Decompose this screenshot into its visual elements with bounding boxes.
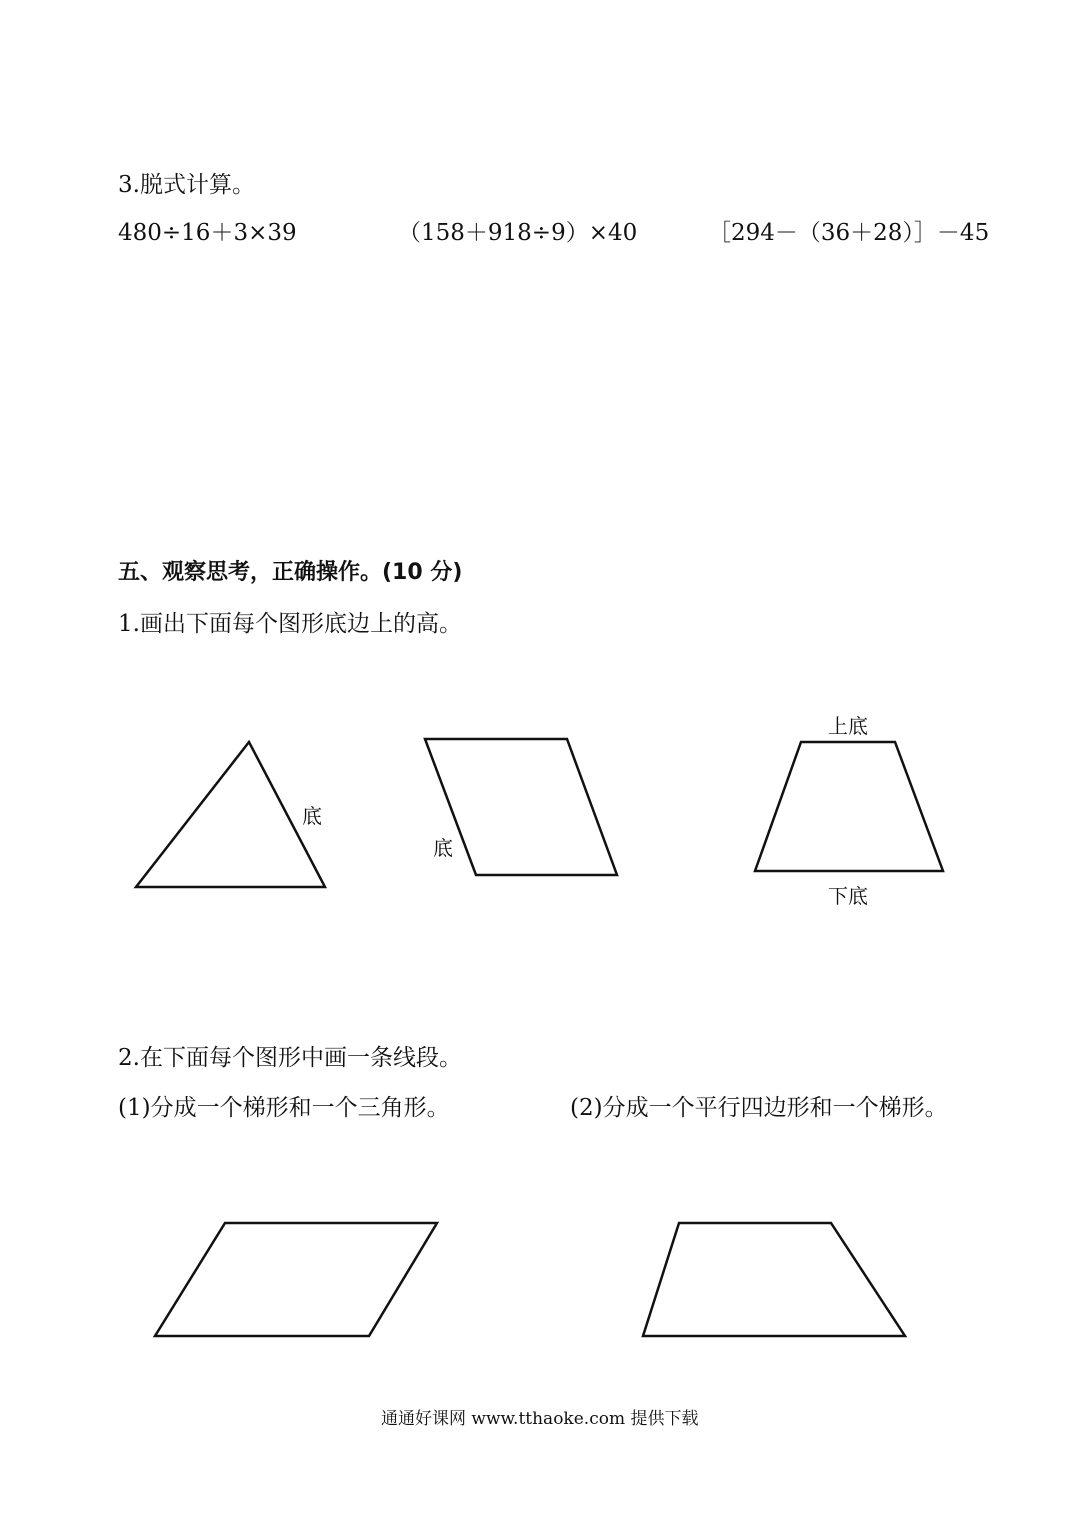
trapezoid-top-base-label: 上底 xyxy=(828,714,868,738)
triangle-base-label: 底 xyxy=(302,804,322,828)
parallelogram-figure xyxy=(425,739,617,875)
expression-1: 480÷16＋3×39 xyxy=(118,220,297,246)
question-3-title: 3.脱式计算。 xyxy=(118,172,255,198)
parallelogram-figure-2 xyxy=(155,1223,437,1336)
page-footer: 通通好课网 www.tthaoke.com 提供下载 xyxy=(381,1409,699,1429)
parallelogram-base-label: 底 xyxy=(433,836,453,860)
question-1-title: 1.画出下面每个图形底边上的高。 xyxy=(118,611,462,637)
question-2-title: 2.在下面每个图形中画一条线段。 xyxy=(118,1045,462,1071)
expression-2: （158＋918÷9）×40 xyxy=(398,220,638,246)
trapezoid-figure-2 xyxy=(643,1223,905,1336)
trapezoid-figure xyxy=(755,742,943,871)
question-2-part-1: (1)分成一个梯形和一个三角形。 xyxy=(118,1095,450,1121)
trapezoid-bottom-base-label: 下底 xyxy=(828,884,868,908)
section-5-heading: 五、观察思考，正确操作。(10 分) xyxy=(118,560,463,585)
expression-3: ［294－（36＋28）］－45 xyxy=(708,220,990,246)
question-2-part-2: (2)分成一个平行四边形和一个梯形。 xyxy=(570,1095,948,1121)
triangle-figure xyxy=(136,742,325,887)
